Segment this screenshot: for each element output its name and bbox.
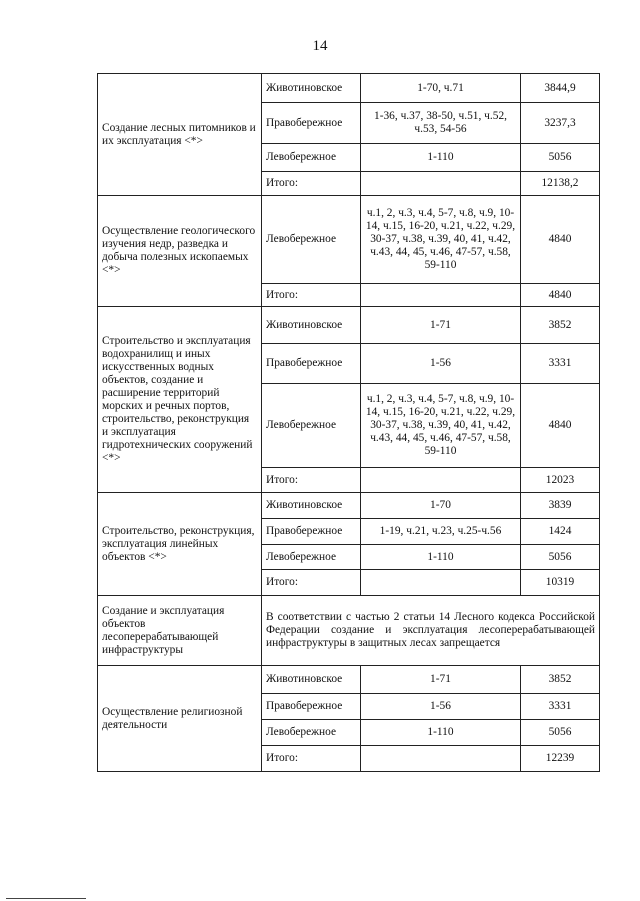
activity-cell: Создание лесных питомников и их эксплуатация <*> bbox=[98, 74, 262, 196]
quarters-cell: 1-71 bbox=[361, 666, 521, 694]
total-area: 4840 bbox=[521, 284, 600, 307]
area-cell: 3852 bbox=[521, 666, 600, 694]
quarters-cell: 1-56 bbox=[361, 694, 521, 720]
activity-cell: Строительство и эксплуатация водохранилищ и иных искусственных водных объектов, создание и расширение территорий морских и речных портов, строительство, реконструкция и эксплуатация гидротехнических сооружений <*> bbox=[98, 307, 262, 493]
area-cell: 4840 bbox=[521, 196, 600, 284]
activity-cell: Осуществление религиозной деятельности bbox=[98, 666, 262, 772]
area-cell: 1424 bbox=[521, 519, 600, 545]
quarters-cell bbox=[361, 746, 521, 772]
quarters-cell: 1-56 bbox=[361, 344, 521, 384]
total-area: 12239 bbox=[521, 746, 600, 772]
quarters-cell: 1-36, ч.37, 38-50, ч.51, ч.52, ч.53, 54-56 bbox=[361, 103, 521, 144]
area-cell: 3331 bbox=[521, 694, 600, 720]
quarters-cell: 1-19, ч.21, ч.23, ч.25-ч.56 bbox=[361, 519, 521, 545]
quarters-cell: ч.1, 2, ч.3, ч.4, 5-7, ч.8, ч.9, 10-14, ч.15, 16-20, ч.21, ч.22, ч.29, 30-37, ч.38, ч.39, 40, 41, ч.42, ч.43, 44, 45, ч.46, 47-57, ч.58, 59-110 bbox=[361, 384, 521, 468]
quarters-cell: 1-110 bbox=[361, 144, 521, 172]
activity-cell: Создание и эксплуатация объектов лесоперерабатывающей инфраструктуры bbox=[98, 596, 262, 666]
quarters-cell: ч.1, 2, ч.3, ч.4, 5-7, ч.8, ч.9, 10-14, ч.15, 16-20, ч.21, ч.22, ч.29, 30-37, ч.38, ч.39, 40, 41, ч.42, ч.43, 44, 45, ч.46, 47-57, ч.58, 59-110 bbox=[361, 196, 521, 284]
area-cell: 3839 bbox=[521, 493, 600, 519]
total-area: 12138,2 bbox=[521, 172, 600, 196]
area-cell: 4840 bbox=[521, 384, 600, 468]
table-row bbox=[98, 493, 600, 519]
total-label: Итого: bbox=[262, 172, 361, 196]
forestry-cell: Животиновское bbox=[262, 493, 361, 519]
footnote-separator bbox=[6, 898, 86, 899]
forestry-cell: Правобережное bbox=[262, 694, 361, 720]
area-cell: 5056 bbox=[521, 144, 600, 172]
forestry-cell: Животиновское bbox=[262, 74, 361, 103]
quarters-cell bbox=[361, 284, 521, 307]
table-row bbox=[98, 196, 600, 284]
activity-cell: Строительство, реконструкция, эксплуатация линейных объектов <*> bbox=[98, 493, 262, 596]
forestry-cell: Левобережное bbox=[262, 545, 361, 570]
forestry-cell: Левобережное bbox=[262, 384, 361, 468]
quarters-cell: 1-110 bbox=[361, 545, 521, 570]
total-area: 10319 bbox=[521, 570, 600, 596]
forestry-cell: Животиновское bbox=[262, 307, 361, 344]
total-label: Итого: bbox=[262, 746, 361, 772]
area-cell: 5056 bbox=[521, 720, 600, 746]
area-cell: 3237,3 bbox=[521, 103, 600, 144]
quarters-cell: 1-71 bbox=[361, 307, 521, 344]
forestry-cell: Правобережное bbox=[262, 519, 361, 545]
page-number: 14 bbox=[312, 38, 328, 54]
total-label: Итого: bbox=[262, 570, 361, 596]
forestry-cell: Левобережное bbox=[262, 720, 361, 746]
quarters-cell: 1-70 bbox=[361, 493, 521, 519]
table-row bbox=[98, 666, 600, 694]
total-label: Итого: bbox=[262, 468, 361, 493]
table-row bbox=[98, 307, 600, 344]
forestry-cell: Правобережное bbox=[262, 344, 361, 384]
table-row bbox=[98, 74, 600, 103]
area-cell: 3852 bbox=[521, 307, 600, 344]
land-use-table bbox=[97, 73, 600, 772]
quarters-cell bbox=[361, 172, 521, 196]
total-label: Итого: bbox=[262, 284, 361, 307]
area-cell: 5056 bbox=[521, 545, 600, 570]
prohibition-note: В соответствии с частью 2 статьи 14 Лесного кодекса Российской Федерации создание и эксплуатация лесоперерабатывающей инфраструктуры в защитных лесах запрещается bbox=[262, 596, 600, 666]
quarters-cell: 1-110 bbox=[361, 720, 521, 746]
forestry-cell: Правобережное bbox=[262, 103, 361, 144]
forestry-cell: Левобережное bbox=[262, 144, 361, 172]
forestry-cell: Животиновское bbox=[262, 666, 361, 694]
quarters-cell bbox=[361, 570, 521, 596]
forestry-cell: Левобережное bbox=[262, 196, 361, 284]
quarters-cell: 1-70, ч.71 bbox=[361, 74, 521, 103]
table-row bbox=[98, 596, 600, 666]
area-cell: 3844,9 bbox=[521, 74, 600, 103]
activity-cell: Осуществление геологического изучения недр, разведка и добыча полезных ископаемых <*> bbox=[98, 196, 262, 307]
total-area: 12023 bbox=[521, 468, 600, 493]
area-cell: 3331 bbox=[521, 344, 600, 384]
quarters-cell bbox=[361, 468, 521, 493]
